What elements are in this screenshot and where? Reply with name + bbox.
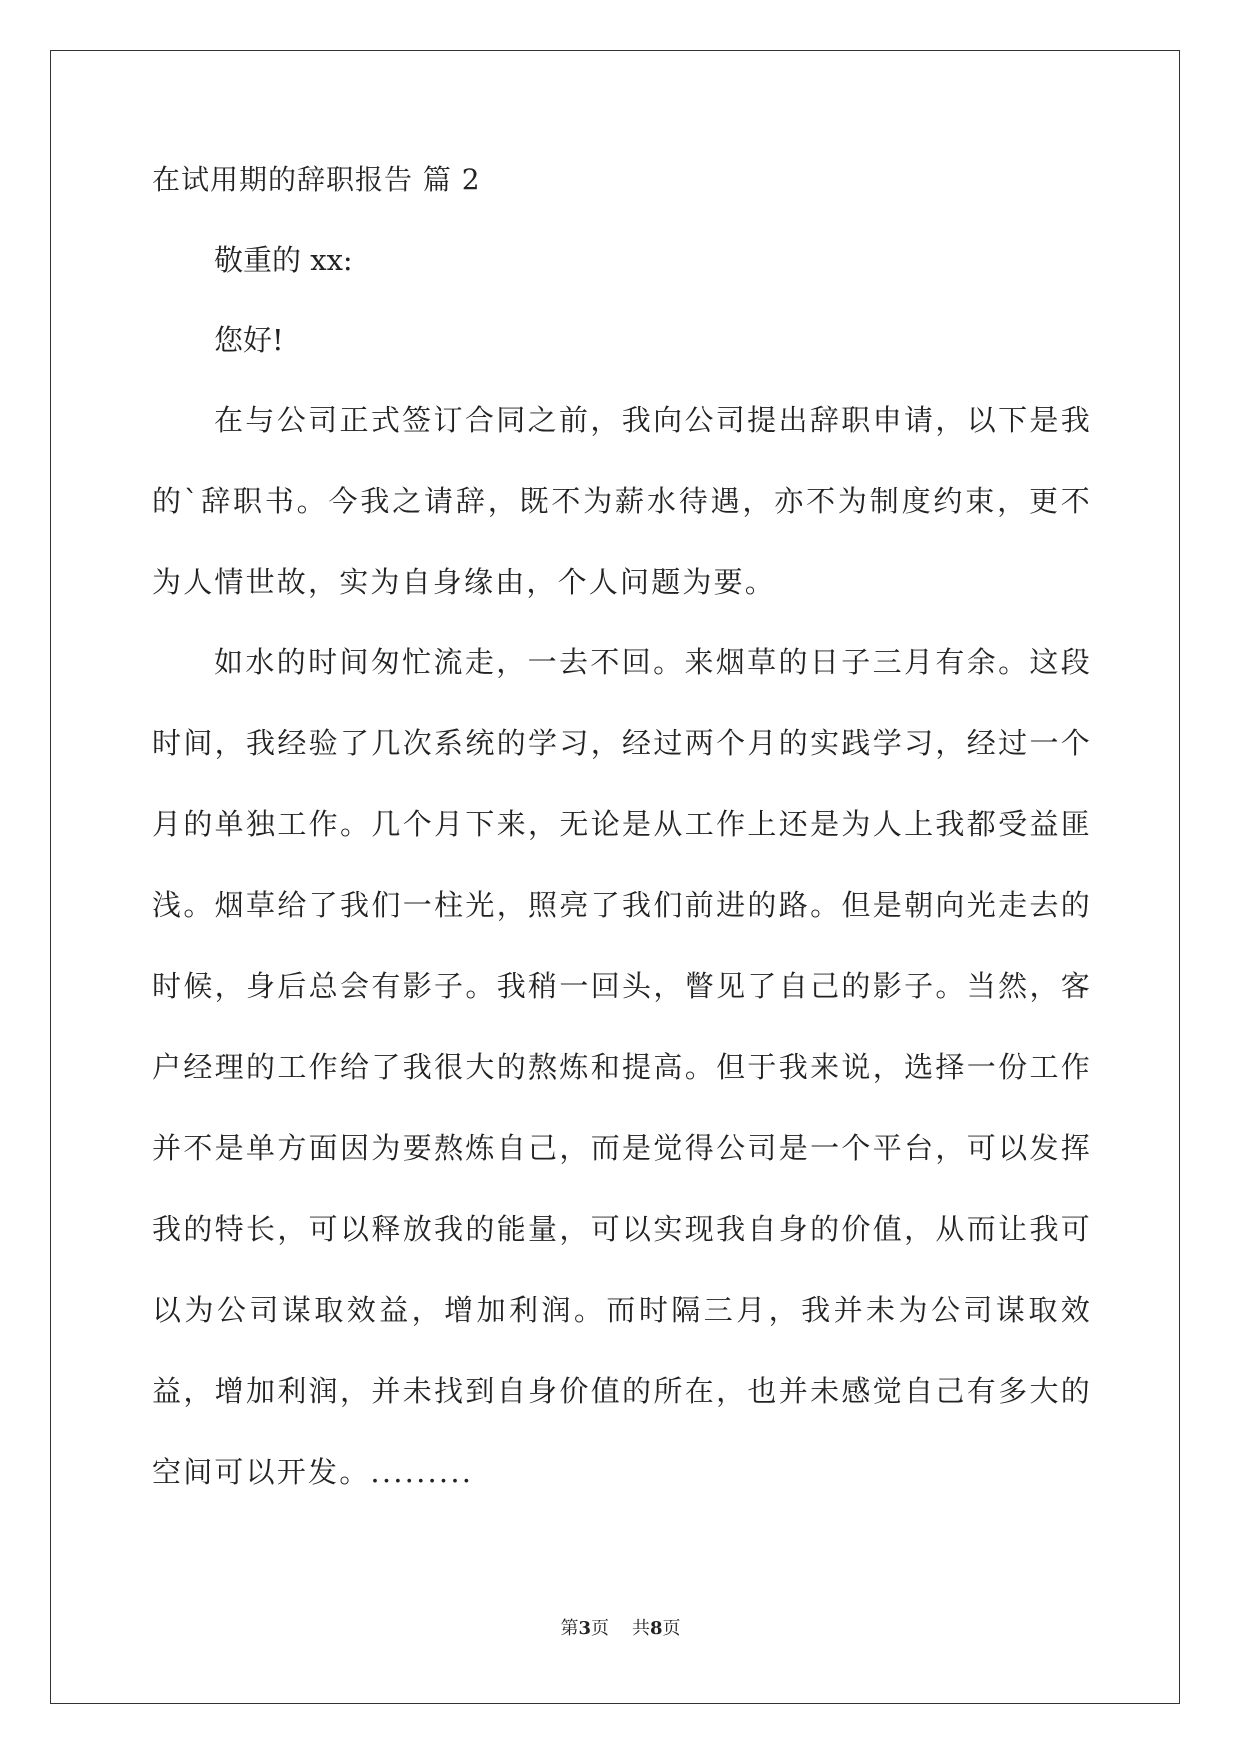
paragraph — [152, 380, 1092, 623]
page-footer — [0, 1614, 1241, 1640]
page-suffix: 页 — [591, 1618, 610, 1639]
page-number: 3 — [578, 1618, 592, 1639]
document-title: 在试用期的辞职报告 篇 2 — [152, 163, 481, 196]
total-suffix: 页 — [662, 1618, 681, 1639]
paragraph-text: 在与公司正式签订合同之前，我向公司提出辞职申请，以下是我的`辞职书。今我之请辞，既不为薪水待遇，亦不为制度约束，更不为人情世故，实为自身缘由，个人问题为要。 — [152, 403, 1092, 599]
salutation: 敬重的 xx: — [214, 243, 353, 277]
paragraph-text: 如水的时间匆忙流走，一去不回。来烟草的日子三月有余。这段时间，我经验了几次系统的学习，经过两个月的实践学习，经过一个月的单独工作。几个月下来，无论是从工作上还是为人上我都受益匪浅。烟草给了我们一柱光，照亮了我们前进的路。但是朝向光走去的时候，身后总会有影子。我稍一回头，瞥见了自己的影子。当然，客户经理的工作给了我很大的熬炼和提高。但于我来说，选择一份工作并不是单方面因为要熬炼自己，而是觉得公司是一个平台，可以发挥我的特长，可以释放我的能量，可以实现我自身的价值，从而让我可以为公司谋取效益，增加利润。而时隔三月，我并未为公司谋取效益，增加利润，并未找到自身价值的所在，也并未感觉自己有多大的空间可以开发。......... — [152, 645, 1092, 1489]
greeting: 您好! — [214, 323, 284, 357]
document-body — [152, 160, 1092, 1513]
total-prefix: 共 — [631, 1618, 650, 1639]
paragraph — [152, 622, 1092, 1513]
total-pages: 8 — [649, 1618, 663, 1639]
page-prefix: 第 — [560, 1618, 579, 1639]
